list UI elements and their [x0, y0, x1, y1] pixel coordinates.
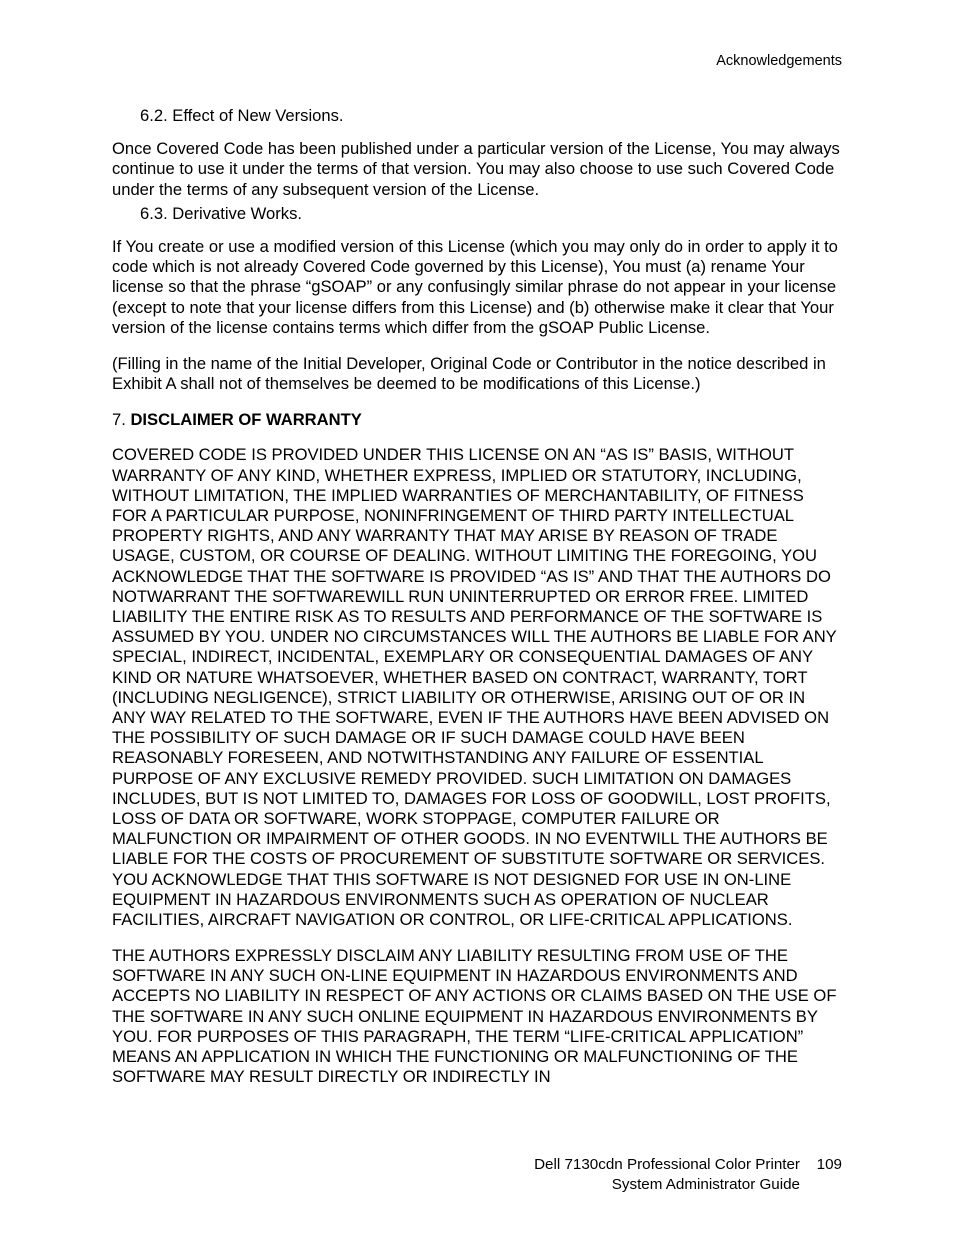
footer-row-product [534, 1155, 842, 1175]
footer-guide-name: System Administrator Guide [611, 1176, 800, 1194]
section-7-heading [112, 410, 840, 430]
page-number: 109 [816, 1156, 842, 1173]
section-7-paragraph-2: THE AUTHORS EXPRESSLY DISCLAIM ANY LIABILITY RESULTING FROM USE OF THE SOFTWARE IN ANY SUCH ON-LINE EQUIPMENT IN HAZARDOUS ENVIRONMENTS AND ACCEPTS NO LIABILITY IN RESPECT OF ANY ACTIONS OR CLAIMS BASED ON THE USE OF THE SOFTWARE IN ANY SUCH ONLINE EQUIPMENT IN HAZARDOUS ENVIRONMENTS BY YOU. FOR PURPOSES OF THIS PARAGRAPH, THE TERM “LIFE-CRITICAL APPLICATION” MEANS AN APPLICATION IN WHICH THE FUNCTIONING OR MALFUNCTIONING OF THE SOFTWARE MAY RESULT DIRECTLY OR INDIRECTLY IN [112, 945, 837, 1087]
footer-product-name: Dell 7130cdn Professional Color Printer [534, 1156, 800, 1173]
section-6-3-text: If You create or use a modified version of this License (which you may only do in order to apply it to code which is not already Covered Code governed by this License), You must (a) rename Your license so that the phrase “gSOAP” or any confusingly similar phrase do not appear in your license (except to note that your license differs from this License) and (b) otherwise make it clear that Your version of the license contains terms which differ from the gSOAP Public License. [112, 237, 838, 337]
footer-spacer [800, 1175, 842, 1195]
section-7-paragraph-1: COVERED CODE IS PROVIDED UNDER THIS LICENSE ON AN “AS IS” BASIS, WITHOUT WARRANTY OF ANY KIND, WHETHER EXPRESS, IMPLIED OR STATUTORY, INCLUDING, WITHOUT LIMITATION, THE IMPLIED WARRANTIES OF MERCHANTABILITY, OF FITNESS FOR A PARTICULAR PURPOSE, NONINFRINGEMENT OF THIRD PARTY INTELLECTUAL PROPERTY RIGHTS, AND ANY WARRANTY THAT MAY ARISE BY REASON OF TRADE USAGE, CUSTOM, OR COURSE OF DEALING. WITHOUT LIMITING THE FOREGOING, YOU ACKNOWLEDGE THAT THE SOFTWARE IS PROVIDED “AS IS” AND THAT THE AUTHORS DO NOTWARRANT THE SOFTWAREWILL RUN UNINTERRUPTED OR ERROR FREE. LIMITED LIABILITY THE ENTIRE RISK AS TO RESULTS AND PERFORMANCE OF THE SOFTWARE IS ASSUMED BY YOU. UNDER NO CIRCUMSTANCES WILL THE AUTHORS BE LIABLE FOR ANY SPECIAL, INDIRECT, INCIDENTAL, EXEMPLARY OR CONSEQUENTIAL DAMAGES OF ANY KIND OR NATURE WHATSOEVER, WHETHER BASED ON CONTRACT, WARRANTY, TORT (INCLUDING NEGLIGENCE), STRICT LIABILITY OR OTHERWISE, ARISING OUT OF OR IN ANY WAY RELATED TO THE SOFTWARE, EVEN IF THE AUTHORS HAVE BEEN ADVISED ON THE POSSIBILITY OF SUCH DAMAGE OR IF SUCH DAMAGE COULD HAVE BEEN REASONABLY FORESEEN, AND NOTWITHSTANDING ANY FAILURE OF ESSENTIAL PURPOSE OF ANY EXCLUSIVE REMEDY PROVIDED. SUCH LIMITATION ON DAMAGES INCLUDES, BUT IS NOT LIMITED TO, DAMAGES FOR LOSS OF GOODWILL, LOST PROFITS, LOSS OF DATA OR SOFTWARE, WORK STOPPAGE, COMPUTER FAILURE OR MALFUNCTION OR IMPAIRMENT OF OTHER GOODS. IN NO EVENTWILL THE AUTHORS BE LIABLE FOR THE COSTS OF PROCUREMENT OF SUBSTITUTE SOFTWARE OR SERVICES. YOU ACKNOWLEDGE THAT THIS SOFTWARE IS NOT DESIGNED FOR USE IN ON-LINE EQUIPMENT IN HAZARDOUS ENVIRONMENTS SUCH AS OPERATION OF NUCLEAR FACILITIES, AIRCRAFT NAVIGATION OR CONTROL, OR LIFE-CRITICAL APPLICATIONS. [112, 445, 837, 930]
section-6-2-heading: 6.2. Effect of New Versions. [140, 106, 344, 125]
section-7-number: 7. [112, 409, 131, 429]
footer-row-guide [534, 1175, 842, 1195]
section-6-3-note: (Filling in the name of the Initial Developer, Original Code or Contributor in the notice described in Exhibit A shall not of themselves be deemed to be modifications of this License.) [112, 353, 826, 393]
section-6-2-text: Once Covered Code has been published under a particular version of the License, You may always continue to use it under the terms of that version. You may also choose to use such Covered Code under the terms of any subsequent version of the License. [112, 139, 840, 199]
section-6-3-heading: 6.3. Derivative Works. [140, 203, 302, 223]
page-body [112, 106, 840, 1103]
section-7-title: DISCLAIMER OF WARRANTY [130, 409, 362, 429]
page-footer [534, 1155, 842, 1195]
running-header: Acknowledgements [716, 53, 842, 69]
